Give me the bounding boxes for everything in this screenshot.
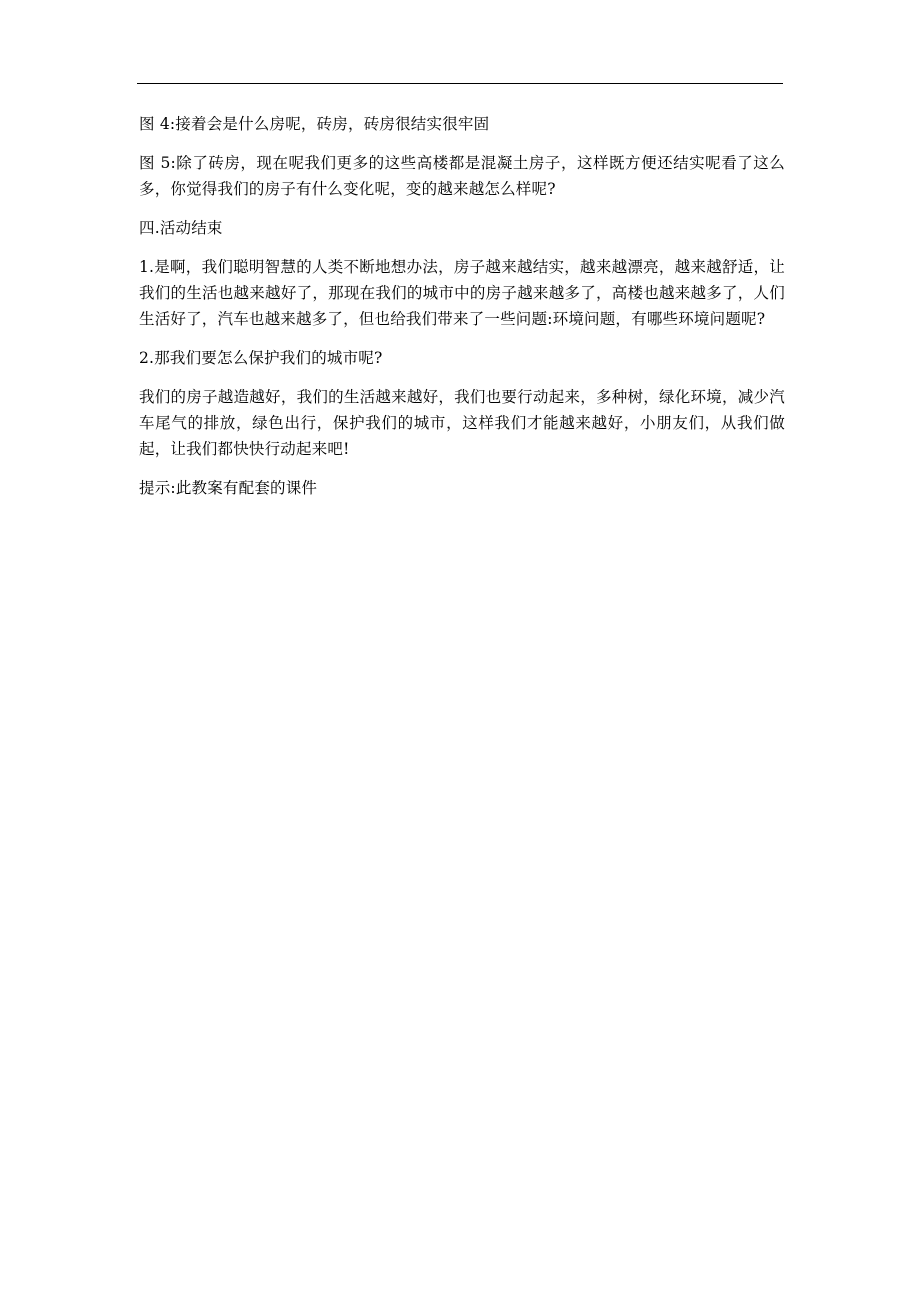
paragraph-conclusion: 我们的房子越造越好，我们的生活越来越好，我们也要行动起来，多种树，绿化环境，减少汽车尾气的排放，绿色出行，保护我们的城市，这样我们才能越来越好，小朋友们，从我们做起，让我们都快快行动起来吧! [139, 388, 785, 458]
document-body [139, 111, 785, 501]
paragraph-tip: 提示:此教案有配套的课件 [139, 479, 318, 497]
paragraph-figure-4: 图 4:接着会是什么房呢，砖房，砖房很结实很牢固 [139, 115, 490, 133]
paragraph-point-2: 2.那我们要怎么保护我们的城市呢? [139, 349, 383, 367]
paragraph-point-1: 1.是啊，我们聪明智慧的人类不断地想办法，房子越来越结实，越来越漂亮，越来越舒适，让我们的生活也越来越好了，那现在我们的城市中的房子越来越多了，高楼也越来越多了，人们生活好了，汽车也越来越多了，但也给我们带来了一些问题:环境问题，有哪些环境问题呢? [139, 258, 785, 328]
paragraph-figure-5: 图 5:除了砖房，现在呢我们更多的这些高楼都是混凝土房子，这样既方便还结实呢看了这么多，你觉得我们的房子有什么变化呢，变的越来越怎么样呢? [139, 154, 785, 198]
header-rule [137, 83, 783, 84]
section-heading-activity-end: 四.活动结束 [139, 219, 223, 237]
